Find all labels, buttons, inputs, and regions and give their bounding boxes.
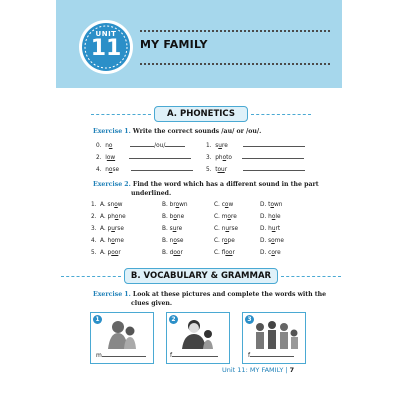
picture-input-1[interactable] — [102, 351, 146, 357]
section-a-title: A. PHONETICS — [154, 106, 248, 122]
ex2-row-5-number: 5. — [91, 250, 97, 256]
exercise-2-label: Exercise 2. — [93, 181, 131, 188]
ex2-row-4-number: 4. — [91, 238, 97, 244]
ex2-row-1-option-a[interactable]: A. snow — [100, 202, 123, 208]
ex1-item-0: 0. no /ou/ — [96, 141, 185, 149]
ex2-row-2-number: 2. — [91, 214, 97, 220]
picture-label-2 — [170, 351, 218, 359]
picture-input-3[interactable] — [250, 351, 294, 357]
ex2-row-3-number: 3. — [91, 226, 97, 232]
ex2-row-3-option-d[interactable]: D. hurt — [260, 226, 281, 232]
ex2-row-1-number: 1. — [91, 202, 97, 208]
picture-number-2: 2 — [169, 315, 178, 324]
ex1-item-2: 2. low — [96, 153, 191, 161]
header-dotted-line-top — [140, 30, 330, 32]
ex1-item-4: 4. nose — [96, 165, 193, 173]
picture-clue-1: m — [96, 352, 102, 359]
ex2-row-3-option-a[interactable]: A. purse — [100, 226, 124, 232]
exercise-2-instruction-2: underlined. — [131, 190, 172, 197]
exercise-b1-label: Exercise 1. — [93, 291, 131, 298]
exercise-1-label: Exercise 1. — [93, 128, 131, 135]
mother-child-icon — [92, 315, 154, 351]
ex1-item-3: 3. photo — [206, 153, 304, 161]
ex2-row-3-option-b[interactable]: B. sure — [162, 226, 183, 232]
father-child-icon — [168, 315, 230, 351]
picture-label-3 — [248, 351, 294, 359]
ex2-row-5-option-c[interactable]: C. floor — [214, 250, 235, 256]
family-group-icon — [244, 315, 306, 351]
exercise-1-instruction: Write the correct sounds /au/ or /ou/. — [132, 128, 262, 135]
picture-number-3: 3 — [245, 315, 254, 324]
ex1-item-1-input[interactable] — [243, 141, 305, 147]
unit-header — [56, 0, 342, 88]
ex1-item-5: 5. tour — [206, 165, 305, 173]
ex1-item-2-input[interactable] — [129, 153, 191, 159]
exercise-b1-instruction-1: Look at these pictures and complete the words with the — [132, 291, 327, 298]
ex2-row-2-option-d[interactable]: D. hole — [260, 214, 281, 220]
ex2-row-4-option-c[interactable]: C. rope — [214, 238, 235, 244]
ex1-item-1: 1. sure — [206, 141, 305, 149]
header-dotted-line-bottom — [140, 63, 330, 65]
picture-clue-2: f — [170, 352, 173, 359]
page-number: 7 — [289, 366, 295, 374]
ex2-row-2-option-b[interactable]: B. bone — [162, 214, 185, 220]
picture-clue-3: f — [248, 352, 251, 359]
ex2-row-4-option-b[interactable]: B. nose — [162, 238, 184, 244]
ex1-item-3-input[interactable] — [242, 153, 304, 159]
section-b-title: B. VOCABULARY & GRAMMAR — [124, 268, 278, 284]
unit-title: MY FAMILY — [140, 38, 208, 51]
exercise-b1-instruction-2: clues given. — [131, 300, 173, 307]
ex1-item-0-answer: /ou/ — [154, 143, 166, 149]
picture-number-1: 1 — [93, 315, 102, 324]
ex2-row-4-option-d[interactable]: D. some — [260, 238, 284, 244]
picture-input-2[interactable] — [172, 351, 218, 357]
ex2-row-1-option-c[interactable]: C. cow — [214, 202, 234, 208]
unit-word: UNIT — [95, 30, 117, 38]
page-footer — [222, 366, 294, 374]
exercise-2-instruction-1: Find the word which has a different sound in the part — [132, 181, 319, 188]
ex2-row-5-option-d[interactable]: D. core — [260, 250, 281, 256]
ex2-row-1-option-b[interactable]: B. brown — [162, 202, 188, 208]
exercise-b1-heading — [93, 290, 333, 308]
ex1-item-4-input[interactable] — [131, 165, 193, 171]
ex2-row-5-option-a[interactable]: A. poor — [100, 250, 121, 256]
ex2-row-3-option-c[interactable]: C. nurse — [214, 226, 239, 232]
exercise-2-heading — [93, 180, 333, 198]
unit-number: 11 — [90, 36, 122, 61]
scallop-edge — [56, 78, 342, 88]
ex2-row-4-option-a[interactable]: A. home — [100, 238, 124, 244]
workbook-page — [56, 0, 342, 400]
ex2-row-2-option-a[interactable]: A. phone — [100, 214, 126, 220]
exercise-1-heading — [93, 128, 261, 135]
ex2-row-1-option-d[interactable]: D. town — [260, 202, 283, 208]
footer-unit-text: Unit 11: MY FAMILY — [222, 366, 284, 374]
footer-separator: | — [285, 366, 288, 374]
ex2-row-2-option-c[interactable]: C. more — [214, 214, 237, 220]
ex2-row-5-option-b[interactable]: B. door — [162, 250, 183, 256]
picture-label-1 — [96, 351, 146, 359]
ex1-item-5-input[interactable] — [243, 165, 305, 171]
